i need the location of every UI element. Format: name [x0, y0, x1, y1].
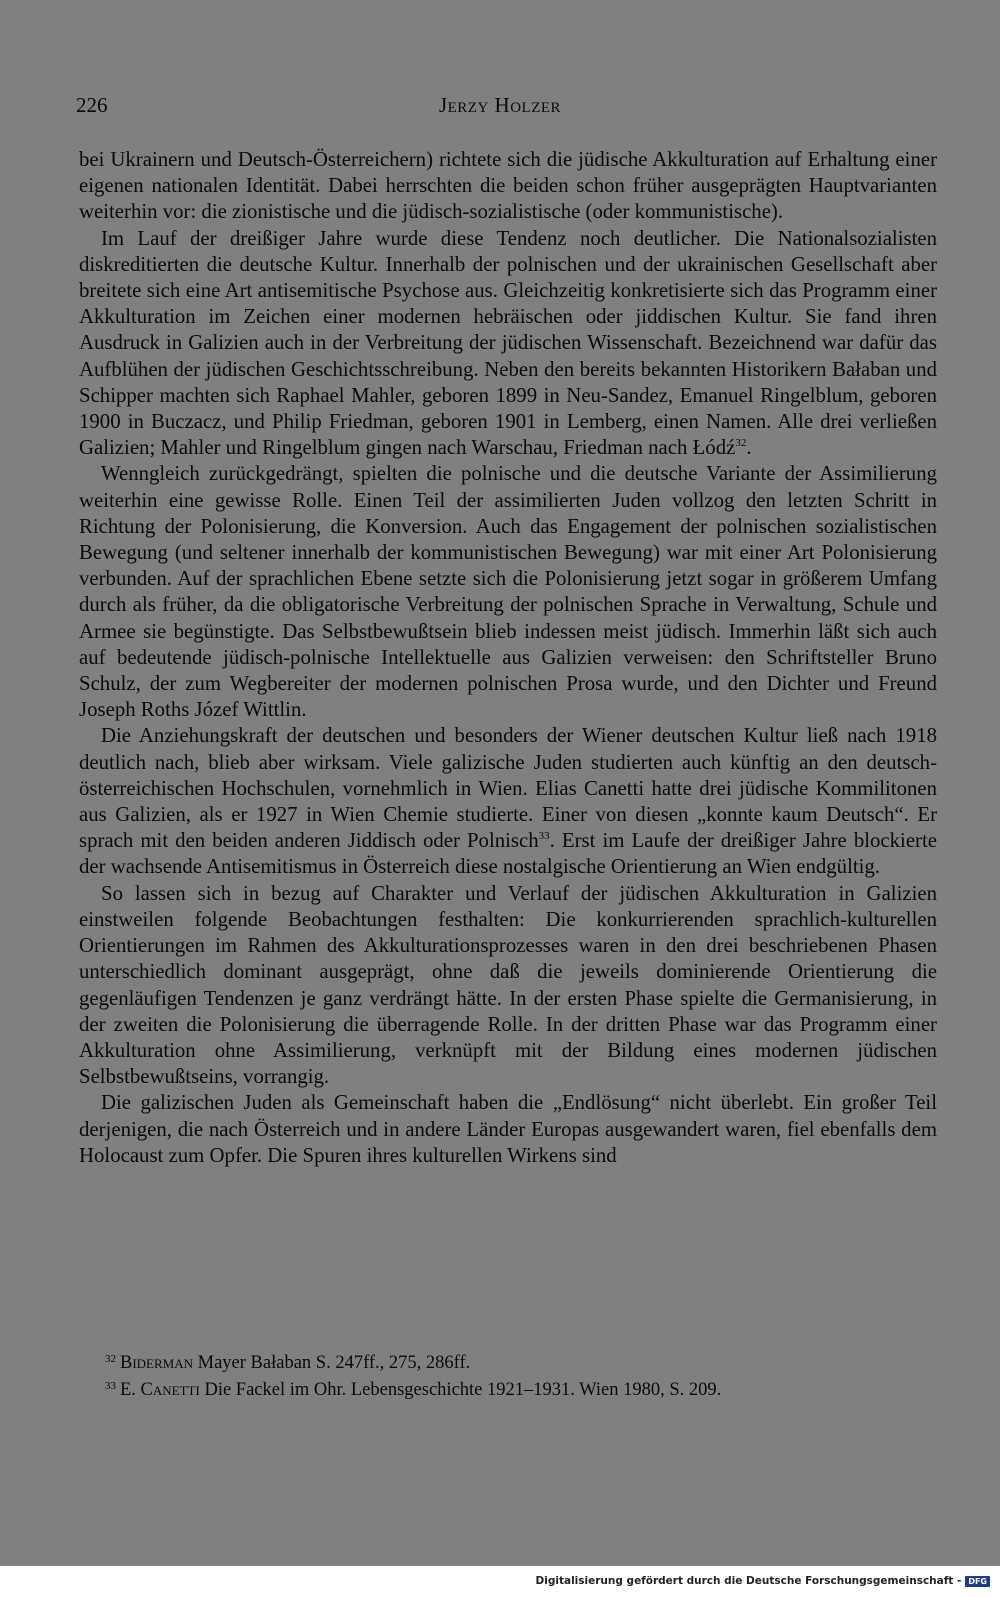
dfg-logo-icon: DFG: [965, 1576, 990, 1587]
footnote-number: 32: [105, 1353, 116, 1365]
footnote-author: Biderman: [120, 1353, 194, 1373]
footnote-ref[interactable]: 32: [735, 437, 747, 450]
footnote-author: E. Canetti: [120, 1380, 200, 1400]
footnote: [105, 1348, 935, 1375]
paragraph: Die galizischen Juden als Gemeinschaft haben die „Endlösung“ nicht überlebt. Ein großer Teil derjenigen, die nach Österreich und in andere Länder Europas ausgewandert waren, fiel ebenfalls dem Holocaust zum Opfer. Die Spuren ihres kulturellen Wirkens sind: [79, 1091, 937, 1167]
digitization-footer: [536, 1575, 990, 1587]
footnote-text: Die Fackel im Ohr. Lebensgeschichte 1921–1931. Wien 1980, S. 209.: [199, 1380, 722, 1400]
footnotes: [105, 1348, 935, 1402]
footer-credit: Digitalisierung gefördert durch die Deutsche Forschungsgemeinschaft -: [535, 1575, 962, 1587]
footnote-ref[interactable]: 33: [538, 830, 550, 843]
page-number: 226: [76, 93, 108, 117]
body-text: [79, 147, 937, 1169]
paragraph: Wenngleich zurückgedrängt, spielten die polnische und die deutsche Variante der Assimilierung weiterhin eine gewisse Rolle. Einen Teil der assimilierten Juden vollzog den letzten Schritt in Richtung der Polonisierung, die Konversion. Auch das Engagement der polnischen sozialistischen Bewegung (und seltener innerhalb der kommunistischen Bewegung) war mit einer Art Polonisierung verbunden. Auf der sprachlichen Ebene setzte sich die Polonisierung jetzt sogar in größerem Umfang durch als früher, da die obligatorische Verbreitung der polnischen Sprache in Verwaltung, Schule und Armee sie begünstigte. Das Selbstbewußtsein blieb indessen meist jüdisch. Immerhin läßt sich auch auf bedeutende jüdisch-polnische Intellektuelle aus Galizien verweisen: den Schriftsteller Bruno Schulz, der zum Wegbereiter der modernen polnischen Prosa wurde, und den Dichter und Freund Joseph Roths Józef Wittlin.: [79, 462, 937, 722]
paragraph: bei Ukrainern und Deutsch-Österreichern) richtete sich die jüdische Akkulturation auf Erhaltung einer eigenen nationalen Identität. Dabei herrschten die beiden schon früher ausgeprägten Hauptvarianten weiterhin vor: die zionistische und die jüdisch-sozialistische (oder kommunistische).: [79, 148, 937, 224]
paragraph: Die Anziehungskraft der deutschen und besonders der Wiener deutschen Kultur ließ nach 1918 deutlich nach, blieb aber wirksam. Viele galizische Juden studierten auch künftig an den deutsch-österreichischen Hochschulen, vornehmlich in Wien. Elias Canetti hatte drei jüdische Kommilitonen aus Galizien, als er 1927 in Wien Chemie studierte. Einer von diesen „konnte kaum Deutsch“. Er sprach mit den beiden anderen Jiddisch oder Polnisch$^{33}$. Erst im Laufe der dreißiger Jahre blockierte der wachsende Antisemitismus in Österreich diese nostalgische Orientierung an Wien endgültig.: [79, 724, 937, 879]
paragraph: So lassen sich in bezug auf Charakter und Verlauf der jüdischen Akkulturation in Galizien einstweilen folgende Beobachtungen festhalten: Die konkurrierenden sprachlich-kulturellen Orientierungen im Rahmen des Akkulturationsprozesses waren in den drei beschriebenen Phasen unterschiedlich dominant ausgeprägt, ohne daß die jeweils dominierende Orientierung die gegenläufigen Tendenzen je ganz verdrängt hätte. In der ersten Phase spielte die Germanisierung, in der zweiten die Polonisierung die überragende Rolle. In der dritten Phase war das Programm einer Akkulturation ohne Assimilierung, verknüpft mit der Bildung eines modernen jüdischen Selbstbewußtseins, vorrangig.: [79, 881, 937, 1089]
paragraph: Im Lauf der dreißiger Jahre wurde diese Tendenz noch deutlicher. Die Nationalsozialisten diskreditierten die deutsche Kultur. Innerhalb der polnischen und der ukrainischen Gesellschaft aber breitete sich eine Art antisemitische Psychose aus. Gleichzeitig konkretisierte sich das Programm einer Akkulturation im Zeichen einer modernen hebräischen oder jiddischen Kultur. Sie fand ihren Ausdruck in Galizien auch in der Verbreitung der jüdischen Wissenschaft. Bezeichnend war dafür das Aufblühen der jüdischen Geschichtsschreibung. Neben den bereits bekannten Historikern Bałaban und Schipper machten sich Raphael Mahler, geboren 1899 in Neu-Sandez, Emanuel Ringelblum, geboren 1900 in Buczacz, und Philip Friedman, geboren 1901 in Lemberg, einen Namen. Alle drei verließen Galizien; Mahler und Ringelblum gingen nach Warschau, Friedman nach Łódź$^{32}$.: [79, 226, 937, 460]
footnote-number: 33: [105, 1380, 116, 1392]
running-head: Jerzy Holzer: [438, 93, 562, 117]
footnote-text: Mayer Bałaban S. 247ff., 275, 286ff.: [193, 1353, 471, 1373]
footnote: [105, 1375, 935, 1402]
